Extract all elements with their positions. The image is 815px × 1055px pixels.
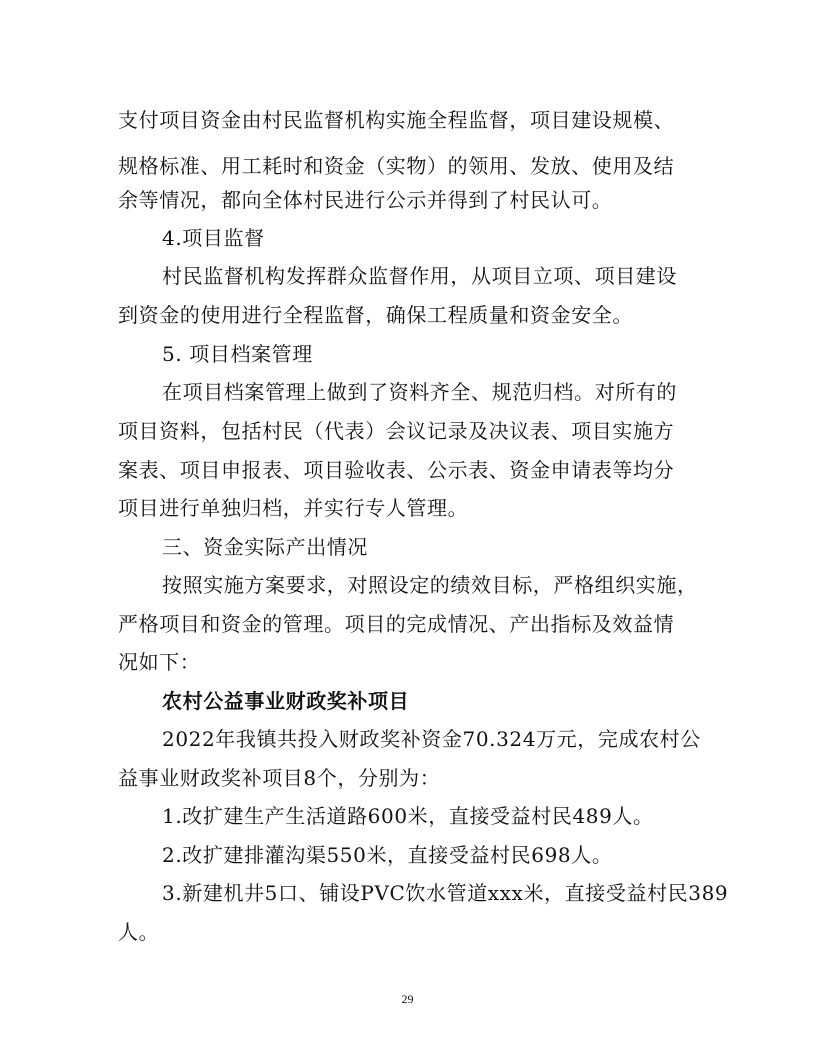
text-line: 在项目档案管理上做到了资料齐全、规范归档。对所有的 [162,380,677,404]
text-line: 案表、项目申报表、项目验收表、公示表、资金申请表等均分 [118,458,675,482]
page-number: 29 [401,992,414,1006]
text-line: 余等情况，都向全体村民进行公示并得到了村民认可。 [118,188,613,212]
text-line: 到资金的使用进行全程监督，确保工程质量和资金安全。 [118,303,633,327]
list-item-continuation: 人。 [118,920,160,944]
text-line: 按照实施方案要求，对照设定的绩效目标，严格组织实施， [162,573,698,597]
bold-heading: 农村公益事业财政奖补项目 [162,689,410,713]
text-line: 项目资料，包括村民（代表）会议记录及决议表、项目实施方 [118,419,675,443]
subheading-4: 4.项目监督 [162,226,265,250]
text-line: 2022年我镇共投入财政奖补资金70.324万元，完成农村公 [162,727,701,751]
text-line: 益事业财政奖补项目8个，分别为： [118,766,441,790]
text-line: 规格标准、用工耗时和资金（实物）的领用、发放、使用及结 [118,154,675,178]
section-heading: 三、资金实际产出情况 [162,535,368,559]
text-line: 村民监督机构发挥群众监督作用，从项目立项、项目建设 [162,264,677,288]
subheading-5: 5. 项目档案管理 [162,342,313,366]
list-item: 3.新建机井5口、铺设PVC饮水管道xxx米，直接受益村民389 [162,881,729,905]
text-line: 支付项目资金由村民监督机构实施全程监督，项目建设规模、 [118,108,675,132]
text-line: 严格项目和资金的管理。项目的完成情况、产出指标及效益情 [118,612,675,636]
text-line: 况如下： [118,650,201,674]
text-line: 项目进行单独归档，并实行专人管理。 [118,496,469,520]
list-item: 1.改扩建生产生活道路600米，直接受益村民489人。 [162,804,654,828]
list-item: 2.改扩建排灌沟渠550米，直接受益村民698人。 [162,843,613,867]
